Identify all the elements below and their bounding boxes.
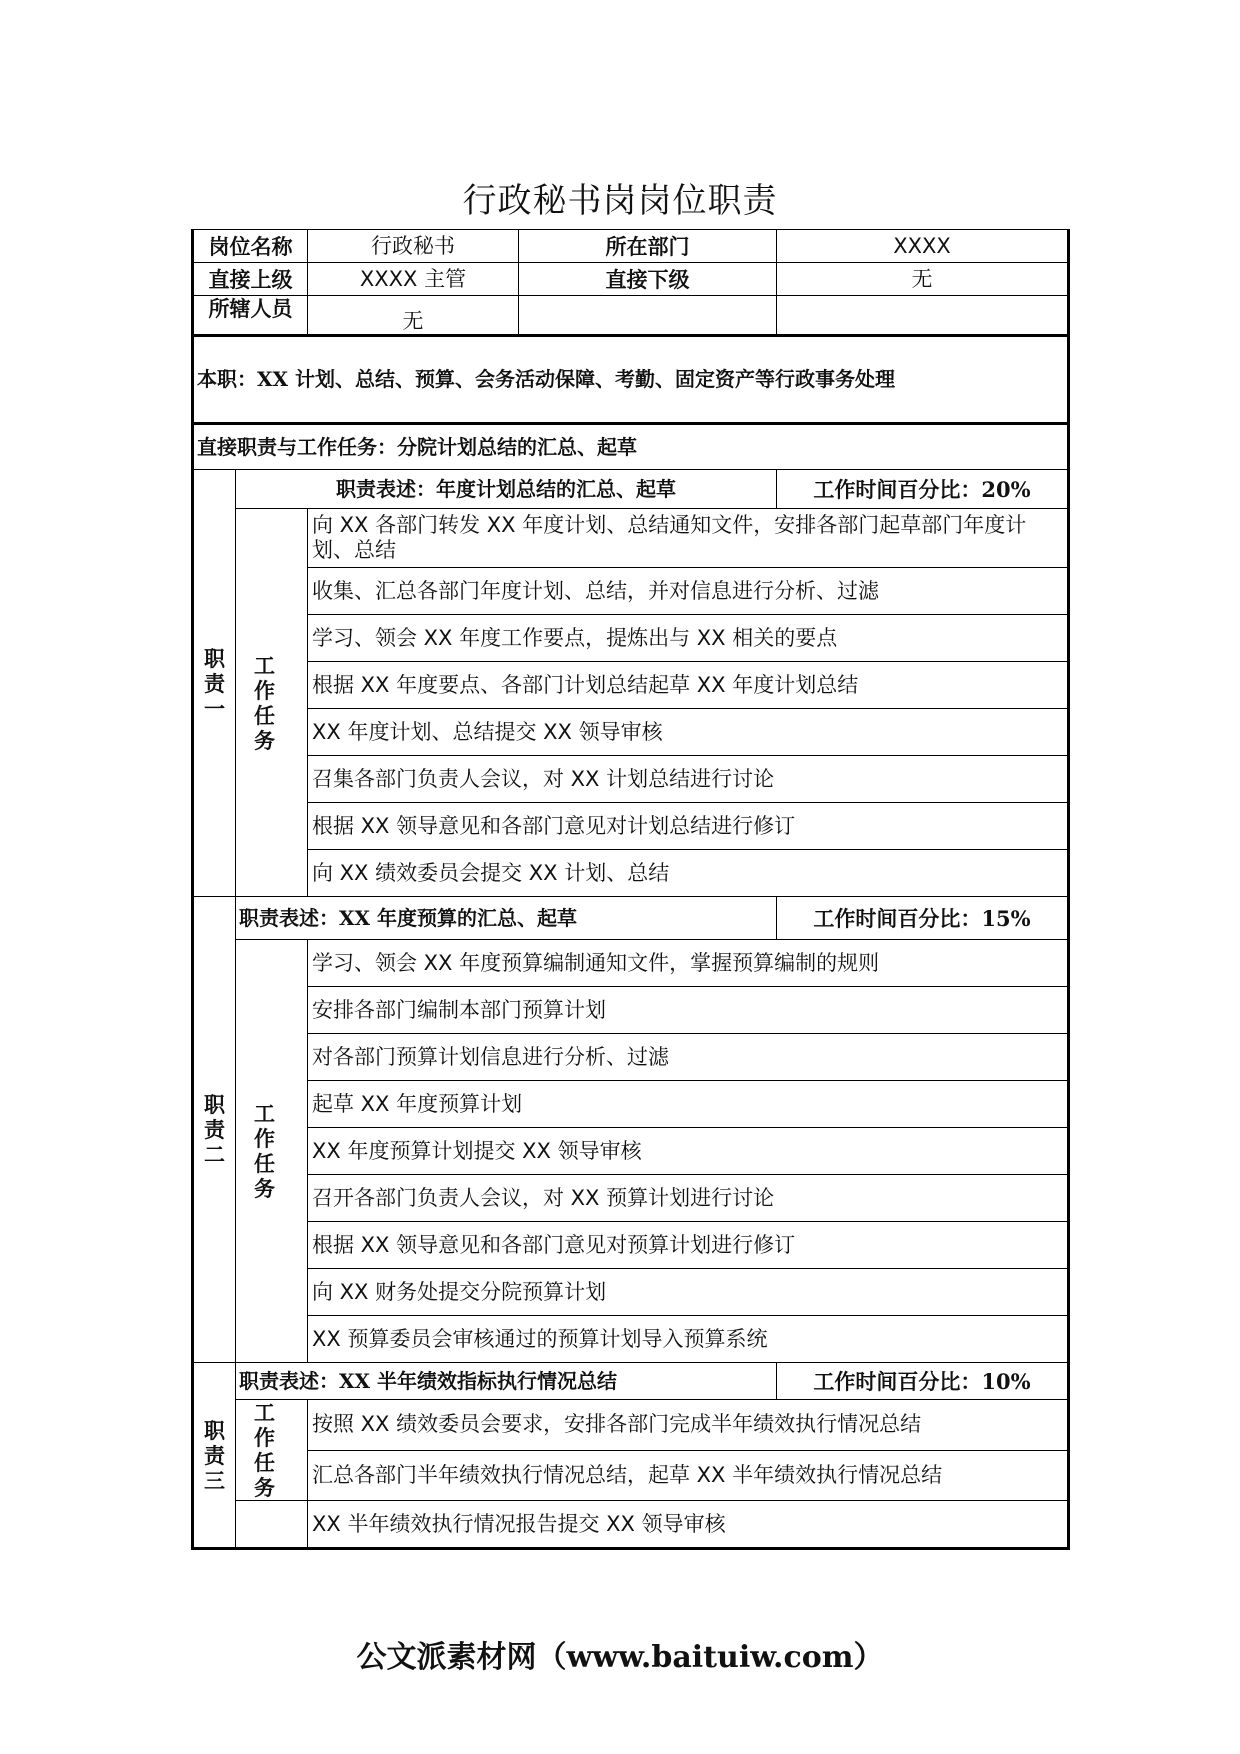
duty-percent-1: 工作时间百分比：20% [777, 470, 1069, 509]
duty-label-char: 职 [204, 1092, 225, 1117]
task-item: 根据 XX 领导意见和各部门意见对预算计划进行修订 [308, 1222, 1069, 1269]
task-item: 按照 XX 绩效委员会要求，安排各部门完成半年绩效执行情况总结 [308, 1400, 1069, 1451]
task-item: 向 XX 各部门转发 XX 年度计划、总结通知文件，安排各部门起草部门年度计划、总结 [308, 509, 1069, 568]
task-item: 学习、领会 XX 年度预算编制通知文件，掌握预算编制的规则 [308, 940, 1069, 987]
position-summary: 本职：XX 计划、总结、预算、会务活动保障、考勤、固定资产等行政事务处理 [193, 336, 1069, 424]
task-item: 汇总各部门半年绩效执行情况总结，起草 XX 半年绩效执行情况总结 [308, 1450, 1069, 1501]
task-item: XX 年度计划、总结提交 XX 领导审核 [308, 709, 1069, 756]
empty-cell [236, 1501, 308, 1549]
duty-label-char: 责 [204, 1117, 225, 1142]
task-item: 收集、汇总各部门年度计划、总结，并对信息进行分析、过滤 [308, 568, 1069, 615]
value-subordinate: 无 [777, 263, 1069, 296]
task-item: 召开各部门负责人会议，对 XX 预算计划进行讨论 [308, 1175, 1069, 1222]
duty-label-char: 职 [204, 645, 225, 671]
task-item: 对各部门预算计划信息进行分析、过滤 [308, 1034, 1069, 1081]
duty-percent-2: 工作时间百分比：15% [777, 897, 1069, 940]
task-label-line: 工 作 [254, 652, 289, 703]
value-dept: XXXX [777, 230, 1069, 263]
duty-label-3 [193, 1363, 236, 1549]
task-label-1 [236, 509, 308, 897]
label-subordinate: 直接下级 [519, 263, 777, 296]
task-label-line: 任 务 [254, 1151, 289, 1201]
task-item: XX 半年绩效执行情况报告提交 XX 领导审核 [308, 1501, 1069, 1549]
empty-cell [777, 296, 1069, 336]
duty-table [191, 229, 1070, 1550]
duty-label-char: 三 [204, 1467, 225, 1493]
duty-label-2 [193, 897, 236, 1363]
task-label-line: 工 作 [254, 1400, 289, 1450]
label-staff: 所辖人员 [193, 296, 308, 336]
task-label-2 [236, 940, 308, 1363]
value-staff: 无 [308, 296, 519, 336]
task-item: 向 XX 绩效委员会提交 XX 计划、总结 [308, 850, 1069, 897]
task-item: 向 XX 财务处提交分院预算计划 [308, 1269, 1069, 1316]
task-label-3 [236, 1400, 308, 1501]
task-item: XX 年度预算计划提交 XX 领导审核 [308, 1128, 1069, 1175]
duty-label-1 [193, 470, 236, 897]
task-label-line: 任 务 [254, 702, 289, 753]
duty-label-char: 一 [204, 695, 225, 721]
label-post: 岗位名称 [193, 230, 308, 263]
task-item: 安排各部门编制本部门预算计划 [308, 987, 1069, 1034]
label-superior: 直接上级 [193, 263, 308, 296]
value-post: 行政秘书 [308, 230, 519, 263]
value-superior: XXXX 主管 [308, 263, 519, 296]
footer-source: 公文派素材网（www.baituiw.com） [356, 1640, 884, 1675]
duty-label-char: 责 [204, 1442, 225, 1468]
document-title: 行政秘书岗岗位职责 [462, 181, 778, 221]
task-item: 根据 XX 年度要点、各部门计划总结起草 XX 年度计划总结 [308, 662, 1069, 709]
task-item: 学习、领会 XX 年度工作要点，提炼出与 XX 相关的要点 [308, 615, 1069, 662]
duty-percent-3: 工作时间百分比：10% [777, 1363, 1069, 1400]
duty-label-char: 二 [204, 1142, 225, 1167]
duty-statement-1: 职责表述：年度计划总结的汇总、起草 [236, 470, 777, 509]
duty-statement-3: 职责表述：XX 半年绩效指标执行情况总结 [236, 1363, 777, 1400]
task-item: 起草 XX 年度预算计划 [308, 1081, 1069, 1128]
label-dept: 所在部门 [519, 230, 777, 263]
task-item: 根据 XX 领导意见和各部门意见对计划总结进行修订 [308, 803, 1069, 850]
task-label-line: 任 务 [254, 1450, 289, 1500]
direct-duties: 直接职责与工作任务：分院计划总结的汇总、起草 [193, 424, 1069, 470]
duty-statement-2: 职责表述：XX 年度预算的汇总、起草 [236, 897, 777, 940]
duty-label-char: 职 [204, 1417, 225, 1443]
task-item: XX 预算委员会审核通过的预算计划导入预算系统 [308, 1316, 1069, 1363]
task-label-line: 工 作 [254, 1101, 289, 1151]
job-duty-sheet [191, 229, 1067, 1550]
duty-label-char: 责 [204, 670, 225, 696]
empty-cell [519, 296, 777, 336]
task-item: 召集各部门负责人会议，对 XX 计划总结进行讨论 [308, 756, 1069, 803]
